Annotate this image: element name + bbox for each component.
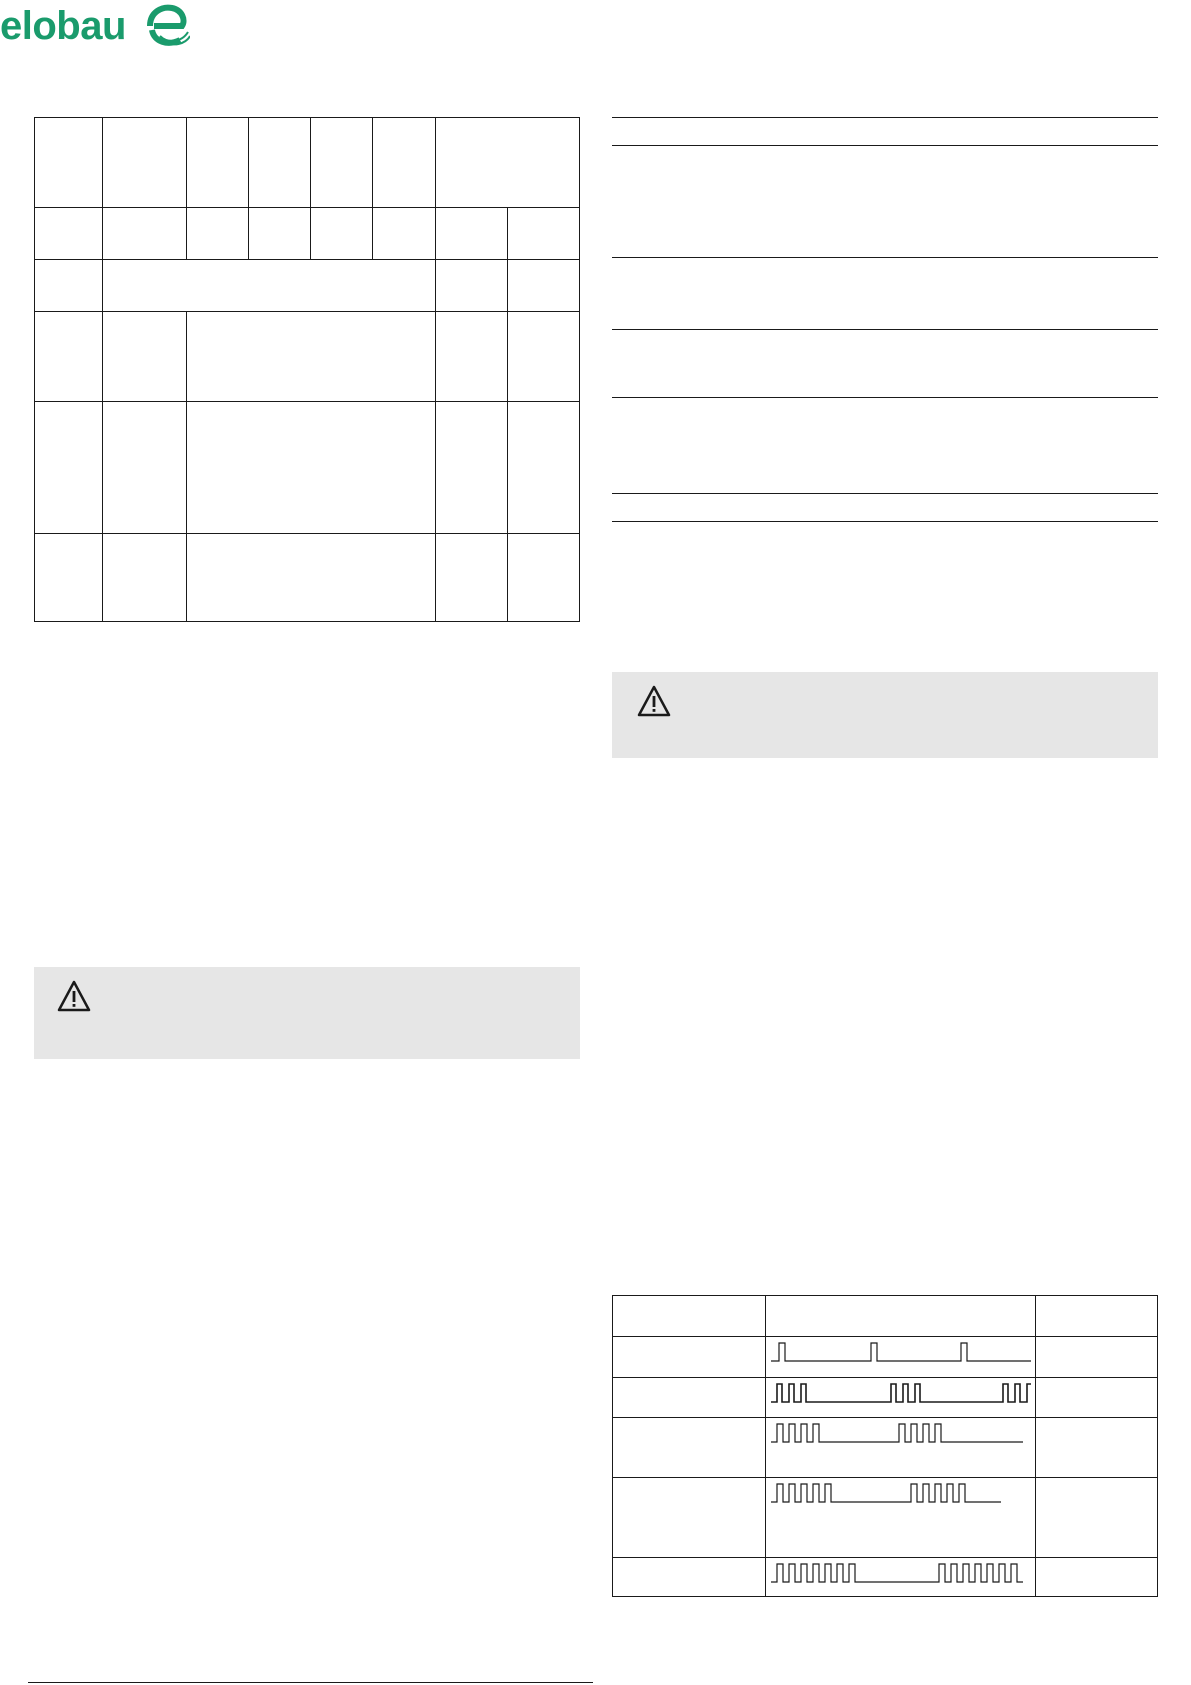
pulse-waveform-1 — [771, 1341, 1031, 1363]
pulse-waveform-3 — [771, 1422, 1031, 1444]
warning-triangle-icon — [636, 684, 672, 718]
warning-notice — [34, 967, 580, 1059]
spec-table — [34, 117, 580, 622]
elobau-e-logo-icon — [142, 0, 190, 52]
section-rule — [612, 521, 1158, 522]
brand-name: elobau — [0, 4, 126, 48]
signal-pattern-table — [612, 1295, 1158, 1597]
pulse-waveform-4 — [771, 1482, 1031, 1504]
warning-notice — [612, 672, 1158, 758]
section-rule — [612, 329, 1158, 330]
section-rule — [612, 145, 1158, 146]
footer-rule — [28, 1682, 593, 1683]
warning-triangle-icon — [56, 979, 92, 1013]
pulse-waveform-5 — [771, 1562, 1031, 1584]
section-rule — [612, 257, 1158, 258]
brand-logo — [0, 0, 190, 52]
section-rule — [612, 493, 1158, 494]
pulse-waveform-2 — [771, 1382, 1031, 1404]
section-rule — [612, 397, 1158, 398]
section-rule — [612, 117, 1158, 118]
